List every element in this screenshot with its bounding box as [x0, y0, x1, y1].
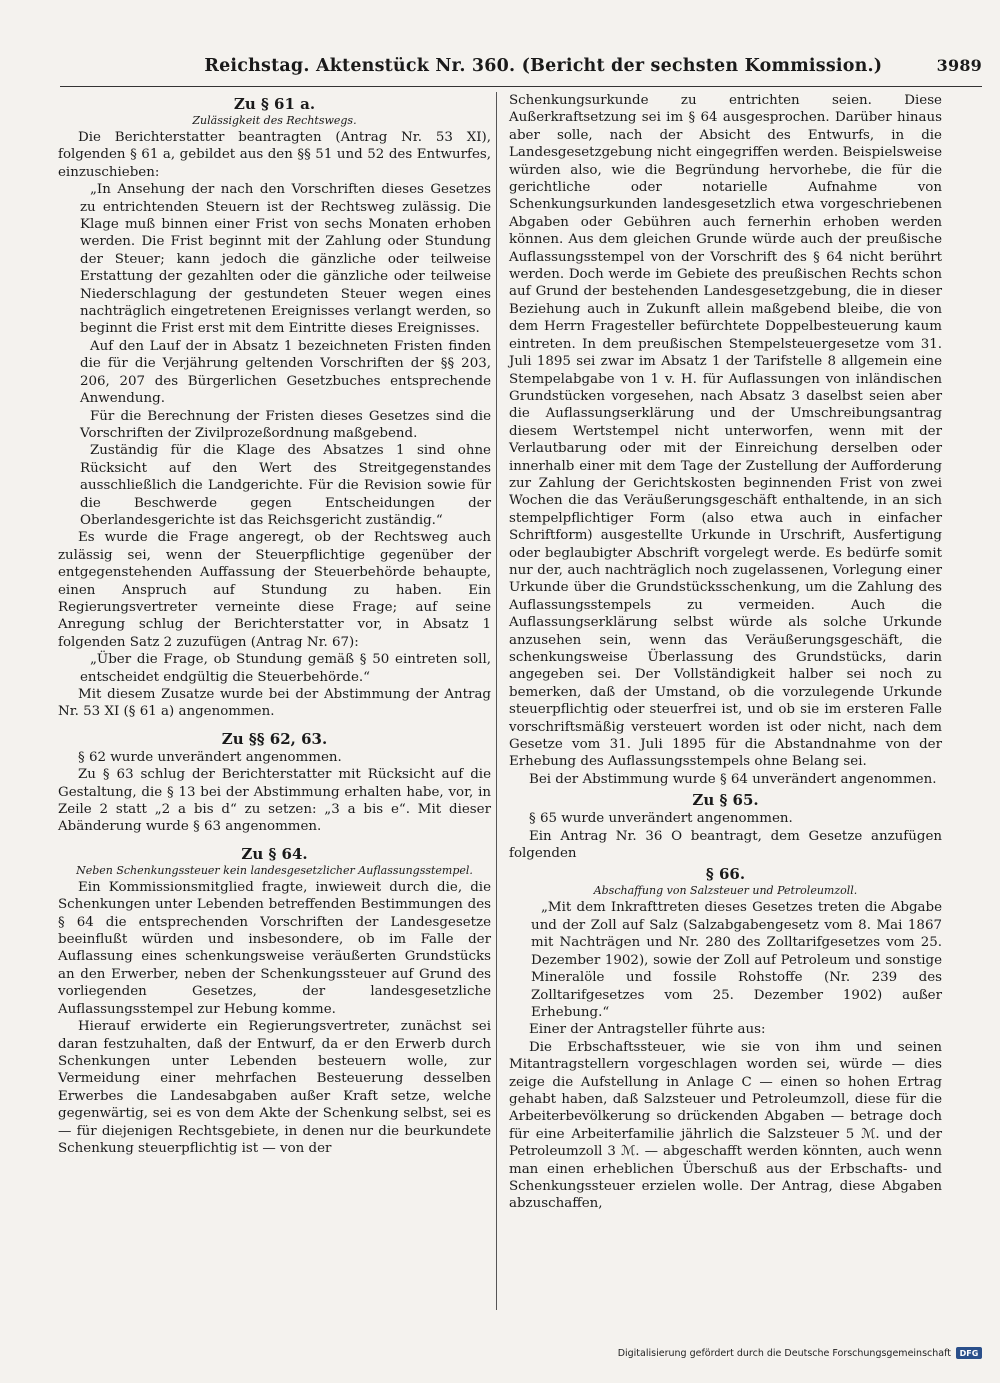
header-rule — [60, 86, 982, 87]
paragraph: Einer der Antragsteller führte aus: — [529, 1022, 766, 1038]
section-subtitle: Abschaffung von Salzsteuer und Petroleumzoll. — [593, 884, 858, 898]
digitization-credit — [618, 1347, 982, 1359]
section-subtitle: Neben Schenkungssteuer kein landesgesetzlicher Auflassungsstempel. — [76, 863, 473, 877]
left-column — [58, 92, 491, 1157]
paragraph: Bei der Abstimmung wurde § 64 unverändert angenommen. — [529, 771, 937, 787]
section-heading: § 66. — [705, 865, 746, 884]
quoted-text: Für die Berechnung der Fristen dieses Gesetzes sind die Vorschriften der Zivilprozeßordnung maßgebend. — [80, 408, 491, 441]
paragraph: Ein Antrag Nr. 36 O beantragt, dem Gesetze anzufügen folgenden — [509, 828, 942, 862]
section-heading: Zu §§ 62, 63. — [221, 729, 328, 748]
dfg-logo-icon: DFG — [956, 1347, 982, 1359]
right-column — [509, 92, 942, 1213]
section-heading: Zu § 61 a. — [233, 95, 316, 113]
paragraph: Zu § 63 schlug der Berichterstatter mit Rücksicht auf die Gestaltung, die § 13 bei der Abstimmung erhalten habe, vor, in Zeile 2 statt „2 a bis d“ zu setzen: „3 a bis e“. Mit dieser Abänderung wurde § 63 angenommen. — [58, 767, 491, 835]
paragraph: Ein Kommissionsmitglied fragte, inwieweit durch die, die Schenkungen unter Lebenden betreffenden Bestimmungen des § 64 die entsprechenden Vorschriften der Landesgesetze beeinflußt würden und insbesondere, ob im Falle der Auflassung eines schenkungsweise veräußerten Grundstücks an den Erwerber, neben der Schenkungssteuer auf Grund des vorliegenden Gesetzes, der landesgesetzliche Auflassungsstempel zur Hebung komme. — [58, 879, 491, 1017]
quoted-text: „Über die Frage, ob Stundung gemäß § 50 eintreten soll, entscheidet endgültig die Steuerbehörde.“ — [80, 652, 491, 685]
section-subtitle: Zulässigkeit des Rechtswegs. — [192, 114, 357, 127]
paragraph: Mit diesem Zusatze wurde bei der Abstimmung der Antrag Nr. 53 XI (§ 61 a) angenommen. — [58, 687, 491, 720]
quoted-text: „Mit dem Inkrafttreten dieses Gesetzes treten die Abgabe und der Zoll auf Salz (Salzabgabengesetz vom 8. Mai 1867 mit Nachträgen und Nr. 280 des Zolltarifgesetzes vom 25. Dezember 1902), sowie der Zoll auf Petroleum und sonstige Mineralöle und fossile Rohstoffe (Nr. 239 des Zolltarifgesetzes vom 25. Dezember 1902) außer Erhebung.“ — [531, 900, 942, 1020]
paragraph: Es wurde die Frage angeregt, ob der Rechtsweg auch zulässig sei, wenn der Steuerpflichtige gegenüber der entgegenstehenden Auffassung der Steuerbehörde behaupte, einen Anspruch auf Stundung zu haben. Ein Regierungsvertreter verneinte diese Frage; auf seine Anregung schlug der Berichterstatter vor, in Absatz 1 folgenden Satz 2 zuzufügen (Antrag Nr. 67): — [58, 530, 491, 650]
section-heading: Zu § 64. — [241, 844, 308, 863]
section-heading: Zu § 65. — [692, 791, 759, 810]
running-header — [60, 56, 982, 86]
paragraph: Die Berichterstatter beantragten (Antrag Nr. 53 XI), folgenden § 61 a, gebildet aus den §§ 51 und 52 des Entwurfes, einzuschieben: — [58, 130, 491, 180]
paragraph: Hierauf erwiderte ein Regierungsvertreter, zunächst sei daran festzuhalten, daß der Entwurf, da er den Erwerb durch Schenkungen unter Lebenden besteuern wolle, zur Vermeidung einer mehrfachen Besteuerung desselben Erwerbes die Landesabgaben außer Kraft setze, welche gegenwärtig, sei es von dem Akte der Schenkung selbst, sei es — für diejenigen Rechtsgebiete, in denen nur die beurkundete Schenkung steuerpflichtig ist — von der — [58, 1019, 491, 1156]
quoted-text: „In Ansehung der nach den Vorschriften dieses Gesetzes zu entrichtenden Steuern ist der Rechtsweg zulässig. Die Klage muß binnen einer Frist von sechs Monaten erhoben werden. Die Frist beginnt mit der Zahlung oder Stundung der Steuer; kann jedoch die gänzliche oder teilweise Erstattung der gezahlten oder die gänzliche oder teilweise Niederschlagung der gestundeten Steuer wegen eines nachträglich eingetretenen Ereignisses verlangt werden, so beginnt die Frist erst mit dem Eintritte dieses Ereignisses. — [80, 182, 491, 337]
paragraph: § 62 wurde unverändert angenommen. — [78, 749, 342, 765]
paragraph: Die Erbschaftssteuer, wie sie von ihm und seinen Mitantragstellern vorgeschlagen worden sei, würde — dies zeige die Aufstellung in Anlage C — einen so hohen Ertrag gehabt haben, daß Salzsteuer und Petroleumzoll, diese für die Arbeiterbevölkerung so drückenden Abgaben — betrage doch für eine Arbeiterfamilie jährlich die Salzsteuer 5 ℳ. und der Petroleumzoll 3 ℳ. — abgeschafft werden könnten, auch wenn man einen erheblichen Überschuß aus der Erbschafts- und Schenkungssteuer erzielen wolle. Der Antrag, diese Abgaben abzuschaffen, — [509, 1039, 942, 1212]
column-divider — [496, 92, 497, 1310]
quoted-text: Auf den Lauf der in Absatz 1 bezeichneten Fristen finden die für die Verjährung geltenden Vorschriften der §§ 203, 206, 207 des Bürgerlichen Gesetzbuches entsprechende Anwendung. — [80, 338, 491, 407]
running-title: Reichstag. Aktenstück Nr. 360. (Bericht der sechsten Kommission.) — [204, 56, 883, 76]
page-number: 3989 — [936, 56, 982, 75]
paragraph: Schenkungsurkunde zu entrichten seien. Diese Außerkraftsetzung sei im § 64 ausgesprochen. Darüber hinaus aber solle, nach der Absicht des Entwurfs, in die Landesgesetzgebung nicht eingegriffen werden. Beispielsweise würden also, wie die Begründung hervorhebe, die für die gerichtliche oder notarielle Aufnahme von Schenkungsurkunden landesgesetzlich etwa vorgeschriebenen Abgaben oder Gebühren auch fernerhin erhoben werden können. Aus dem gleichen Grunde würde auch der preußische Auflassungsstempel von der Vorschrift des § 64 nicht berührt werden. Doch werde im Gebiete des preußischen Rechts schon auf Grund der bestehenden Landesgesetzgebung, die in dieser Beziehung auch in Zukunft allein maßgebend bleibe, die von dem Herrn Fragesteller befürchtete Doppelbesteuerung kaum eintreten. In dem preußischen Stempelsteuergesetze vom 31. Juli 1895 sei zwar im Absatz 1 der Tarifstelle 8 allgemein eine Stempelabgabe von 1 v. H. für Auflassungen von inländischen Grundstücken vorgesehen, nach Absatz 3 daselbst seien aber die Auflassungserklärung und der Umschreibungsantrag diesem Wertstempel nicht unterworfen, wenn mit der Verlautbarung oder mit der Einreichung derselben oder innerhalb einer mit dem Tage der Zustellung der Aufforderung zur Zahlung der Gerichtskosten beginnenden Frist von zwei Wochen die das Veräußerungsgeschäft enthaltende, in an sich stempelpflichtiger Form (also etwa auch in einfacher Schriftform) ausgestellte Urkunde in Urschrift, Ausfertigung oder beglaubigter Abschrift vorgelegt werde. Es bedürfe somit nur der, auch nachträglich noch zugelassenen, Vorlegung einer Urkunde über die Grundstücksschenkung, um die Zahlung des Auflassungsstempels zu vermeiden. Auch die Auflassungserklärung selbst würde als solche Urkunde anzusehen sein, wenn das Veräußerungsgeschäft, die schenkungsweise Überlassung des Grundstücks, darin angegeben sei. Der Vollständigkeit halber sei noch zu bemerken, daß der Umstand, ob die vorzulegende Urkunde steuerpflichtig oder steuerfrei ist, und ob sie im ersteren Falle vorschriftsmäßig versteuert worden ist oder nicht, nach dem Gesetze vom 31. Juli 1895 für die Abstandnahme von der Erhebung des Auflassungsstempels ohne Belang sei. — [509, 93, 942, 770]
quoted-text: Zuständig für die Klage des Absatzes 1 sind ohne Rücksicht auf den Wert des Streitgegenstandes ausschließlich die Landgerichte. Für die Revision sowie für die Beschwerde gegen Entscheidungen der Oberlandesgerichte ist das Reichsgericht zuständig.“ — [80, 443, 491, 528]
paragraph: § 65 wurde unverändert angenommen. — [529, 811, 793, 827]
credit-text: Digitalisierung gefördert durch die Deutsche Forschungsgemeinschaft — [617, 1347, 951, 1359]
